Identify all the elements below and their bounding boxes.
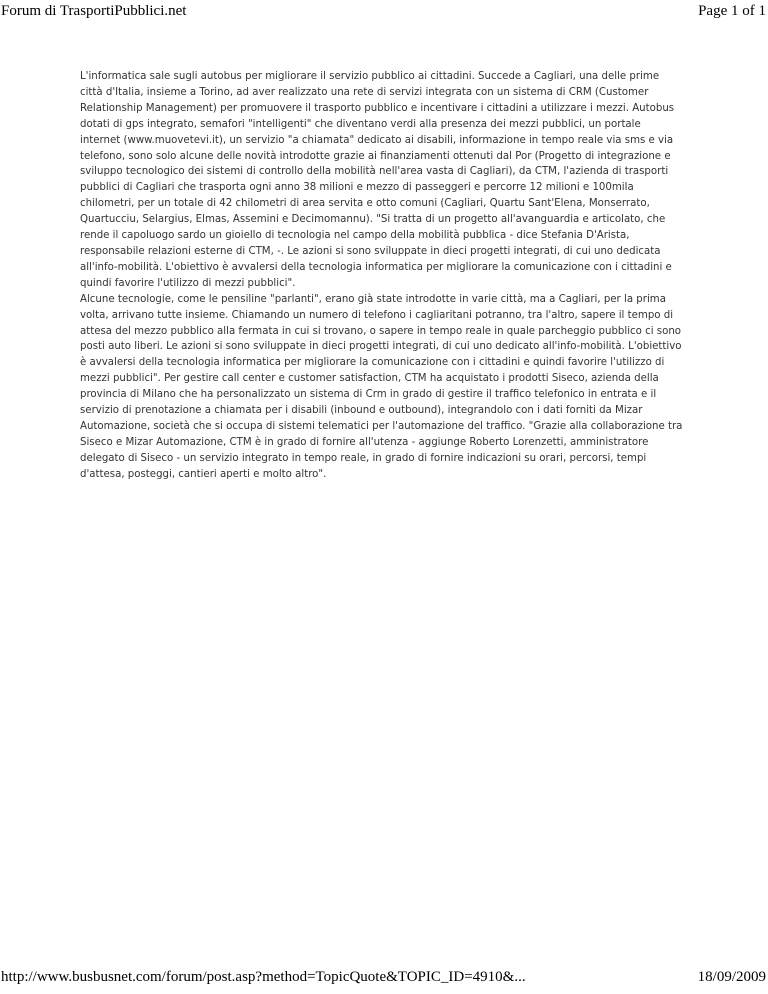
- article-body: [80, 69, 684, 483]
- article-paragraph-2: Alcune tecnologie, come le pensiline "parlanti", erano già state introdotte in varie città, ma a Cagliari, per la prima volta, arrivano tutte insieme. Chiamando un numero di telefono i cagliaritani potranno, tra l'altro, sapere il tempo di attesa del mezzo pubblico alla fermata in cui si trovano, o sapere in tempo reale in quale parcheggio pubblico ci sono posti auto liberi. Le azioni si sono sviluppate in dieci progetti integrati, di cui uno dedicato all'info-mobilità. L'obiettivo è avvalersi della tecnologia informatica per migliorare la comunicazione con i cittadini e quindi favorire l'utilizzo di mezzi pubblici". Per gestire call center e customer satisfaction, CTM ha acquistato i prodotti Siseco, azienda della provincia di Milano che ha personalizzato un sistema di Crm in grado di gestire il traffico telefonico in entrata e il servizio di prenotazione a chiamata per i disabili (inbound e outbound), integrandolo con i dati forniti da Mizar Automazione, società che si occupa di sistemi telematici per l'automazione del traffico. "Grazie alla collaborazione tra Siseco e Mizar Automazione, CTM è in grado di fornire all'utenza - aggiunge Roberto Lorenzetti, amministratore delegato di Siseco - un servizio integrato in tempo reale, in grado di fornire indicazioni su orari, percorsi, tempi d'attesa, posteggi, cantieri aperti e molto altro".: [80, 293, 683, 480]
- page-url: http://www.busbusnet.com/forum/post.asp?method=TopicQuote&TOPIC_ID=4910&...: [1, 969, 526, 985]
- print-date: 18/09/2009: [697, 969, 766, 985]
- site-title: Forum di TrasportiPubblici.net: [1, 3, 187, 19]
- article-paragraph-1: L'informatica sale sugli autobus per migliorare il servizio pubblico ai cittadini. Succede a Cagliari, una delle prime città d'Italia, insieme a Torino, ad aver realizzato una rete di servizi integrata con un sistema di CRM (Customer Relationship Management) per promuovere il trasporto pubblico e incentivare i cittadini a utilizzare i mezzi. Autobus dotati di gps integrato, semafori "intelligenti" che diventano verdi alla presenza dei mezzi pubblici, un portale internet (www.muovetevi.it), un servizio "a chiamata" dedicato ai disabili, informazione in tempo reale via sms e via telefono, sono solo alcune delle novità introdotte grazie ai finanziamenti ottenuti dal Por (Progetto di integrazione e sviluppo tecnologico dei sistemi di controllo della mobilità nell'area vasta di Cagliari), da CTM, l'azienda di trasporti pubblici di Cagliari che trasporta ogni anno 38 milioni e mezzo di passeggeri e percorre 12 milioni e 100mila chilometri, per un totale di 42 chilometri di area servita e otto comuni (Cagliari, Quartu Sant'Elena, Monserrato, Quartucciu, Selargius, Elmas, Assemini e Decimomannu). "Si tratta di un progetto all'avanguardia e articolato, che rende il capoluogo sardo un gioiello di tecnologia nel campo della mobilità pubblica - dice Stefania D'Arista, responsabile relazioni esterne di CTM, -. Le azioni si sono sviluppate in dieci progetti integrati, di cui uno dedicata all'info-mobilità. L'obiettivo è avvalersi della tecnologia informatica per migliorare la comunicazione con i cittadini e quindi favorire l'utilizzo di mezzi pubblici".: [80, 71, 675, 289]
- page-indicator: Page 1 of 1: [698, 3, 766, 19]
